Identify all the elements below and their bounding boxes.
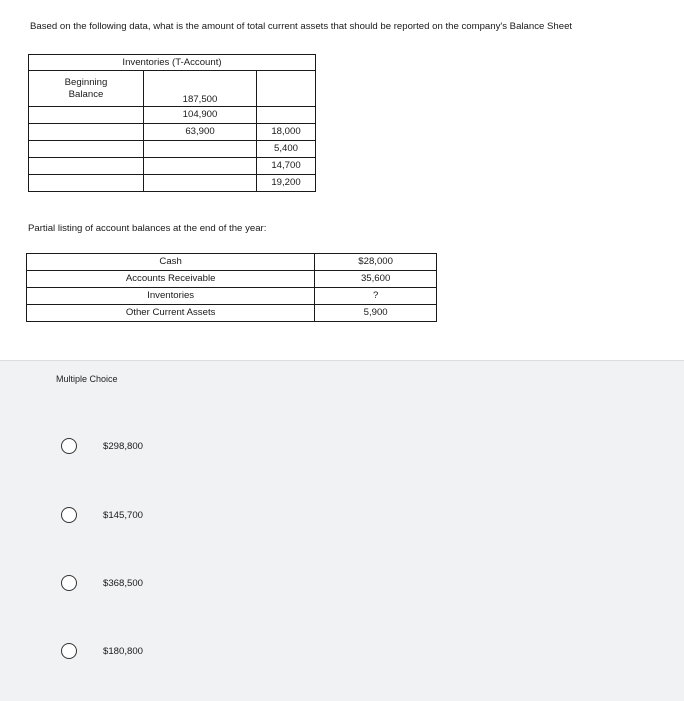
choice-option-a[interactable]	[61, 437, 143, 455]
choice-label: $180,800	[103, 645, 144, 657]
partial-listing-label: Partial listing of account balances at the end of the year:	[28, 223, 267, 234]
debit-cell: 104,900	[144, 107, 257, 124]
choice-option-b[interactable]	[61, 506, 143, 524]
account-value: 35,600	[315, 271, 437, 288]
credit-cell: 19,200	[257, 175, 316, 192]
credit-cell: 18,000	[257, 124, 316, 141]
radio-button[interactable]	[61, 507, 77, 523]
account-value: $28,000	[315, 254, 437, 271]
radio-button[interactable]	[61, 643, 77, 659]
beginning-balance-label: Beginning Balance	[29, 71, 144, 107]
debit-cell: 187,500	[144, 71, 257, 107]
t-account-title: Inventories (T-Account)	[29, 55, 316, 71]
account-name: Inventories	[27, 288, 315, 305]
inventory-t-account	[28, 54, 316, 192]
choice-label: $145,700	[103, 509, 144, 521]
table-row	[27, 254, 437, 271]
table-row	[27, 305, 437, 322]
account-value: ?	[315, 288, 437, 305]
account-balances-table	[26, 253, 437, 322]
multiple-choice-label: Multiple Choice	[56, 374, 118, 384]
debit-cell: 63,900	[144, 124, 257, 141]
choice-label: $298,800	[103, 440, 144, 452]
question-text: Based on the following data, what is the amount of total current assets that should be reported on the company's Balance Sheet	[30, 21, 573, 32]
choice-option-c[interactable]	[61, 574, 143, 592]
choice-label: $368,500	[103, 577, 144, 589]
account-name: Other Current Assets	[27, 305, 315, 322]
choice-option-d[interactable]	[61, 642, 143, 660]
radio-button[interactable]	[61, 575, 77, 591]
account-value: 5,900	[315, 305, 437, 322]
credit-cell: 14,700	[257, 158, 316, 175]
table-row	[27, 288, 437, 305]
account-name: Accounts Receivable	[27, 271, 315, 288]
account-name: Cash	[27, 254, 315, 271]
radio-button[interactable]	[61, 438, 77, 454]
credit-cell: 5,400	[257, 141, 316, 158]
table-row	[27, 271, 437, 288]
credit-cell	[257, 71, 316, 107]
